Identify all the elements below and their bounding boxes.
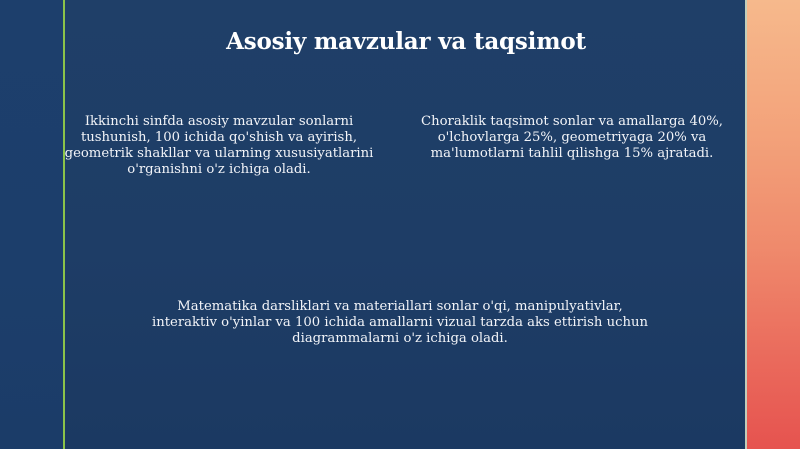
- distribution-paragraph: Choraklik taqsimot sonlar va amallarga 40%, o'lchovlarga 25%, geometriyaga 20% va ma'lumotlarni tahlil qilishga 15% ajratadi.: [421, 114, 723, 161]
- right-gradient-stripe: [747, 0, 800, 449]
- left-background-band: [0, 0, 63, 449]
- slide-panel: [65, 0, 747, 449]
- topics-paragraph: Ikkinchi sinfda asosiy mavzular sonlarni tushunish, 100 ichida qo'shish va ayirish, geometrik shakllar va ularning xususiyatlarini o'rganishni o'z ichiga oladi.: [64, 114, 374, 177]
- materials-paragraph: Matematika darsliklari va materiallari sonlar o'qi, manipulyativlar, interaktiv o'yinlar va 100 ichida amallarni vizual tarzda aks ettirish uchun diagrammalarni o'z ichiga oladi.: [152, 299, 648, 346]
- slide-title: Asosiy mavzular va taqsimot: [226, 28, 586, 55]
